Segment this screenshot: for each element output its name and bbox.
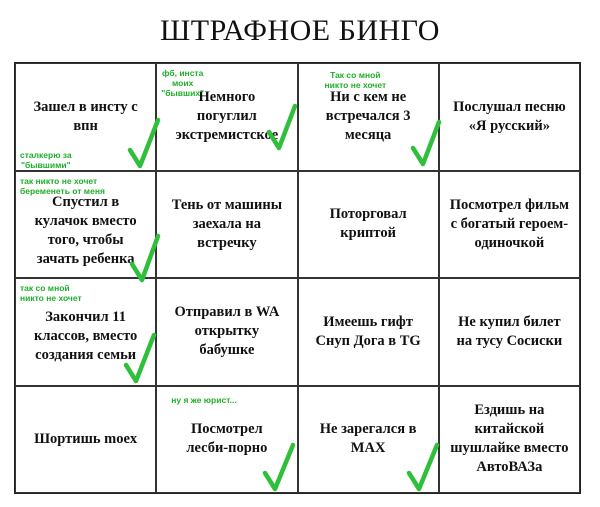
bingo-cell[interactable] [298, 171, 439, 279]
cell-text: Ездишь на китайской шушлайке вместо АвтоВАЗа [450, 402, 569, 476]
bingo-cell[interactable] [15, 171, 156, 279]
bingo-grid [14, 62, 581, 494]
handwritten-note: сталкерю за "бывшими" [20, 150, 72, 170]
checkmark-icon [126, 114, 162, 170]
cell-text: Спустил в кулачок вместо того, чтобы зачать ребенка [34, 194, 137, 268]
cell-text: Послушал песню «Я русский» [453, 98, 566, 134]
bingo-cell[interactable] [439, 386, 580, 494]
bingo-cell[interactable] [298, 278, 439, 386]
bingo-cell[interactable] [439, 63, 580, 171]
page-title: ШТРАФНОЕ БИНГО [160, 14, 440, 47]
bingo-cell[interactable] [15, 63, 156, 171]
handwritten-note: фб, инста моих "бывших" [161, 68, 205, 98]
cell-text: Имеешь гифт Снуп Дога в TG [315, 313, 421, 349]
handwritten-note: так со мной никто не хочет [20, 283, 82, 303]
cell-text: Закончил 11 классов, вместо создания семьи [33, 309, 138, 364]
cell-text: Тень от машины заехала на встречку [171, 196, 283, 251]
cell-text: Шортишь moex [34, 430, 138, 447]
bingo-cell[interactable] [156, 386, 297, 494]
checkmark-icon [128, 230, 162, 284]
bingo-cell[interactable] [15, 278, 156, 386]
cell-text: Не зарегался в MAX [319, 421, 417, 457]
checkmark-icon [265, 100, 299, 152]
bingo-cell[interactable] [156, 278, 297, 386]
cell-text: Не купил билет на тусу Сосиски [456, 313, 563, 349]
cell-text: Поторговал криптой [329, 206, 407, 242]
bingo-cell[interactable] [298, 63, 439, 171]
handwritten-note: так никто не хочет беременеть от меня [20, 175, 105, 196]
bingo-cell[interactable] [15, 386, 156, 494]
handwritten-note: Так со мной никто не хочет [324, 70, 387, 90]
checkmark-icon [405, 439, 441, 493]
cell-text: Отправил в WA открытку бабушке [174, 304, 280, 359]
bingo-cell[interactable] [156, 63, 297, 171]
cell-text: Зашел в инсту с впн [33, 98, 138, 134]
bingo-cell[interactable] [298, 386, 439, 494]
cell-text: Ни с кем не встречался 3 месяца [325, 89, 411, 144]
checkmark-icon [261, 439, 297, 493]
cell-text: Посмотрел фильм с богатый героем- одиночкой [449, 196, 570, 251]
checkmark-icon [409, 116, 443, 168]
checkmark-icon [122, 329, 158, 385]
handwritten-note: ну я же юрист... [171, 394, 237, 405]
cell-text: Немного погуглил экстремистское [175, 89, 279, 144]
bingo-cell[interactable] [439, 171, 580, 279]
cell-text: Посмотрел лесби-порно [186, 421, 268, 457]
bingo-cell[interactable] [156, 171, 297, 279]
bingo-cell[interactable] [439, 278, 580, 386]
